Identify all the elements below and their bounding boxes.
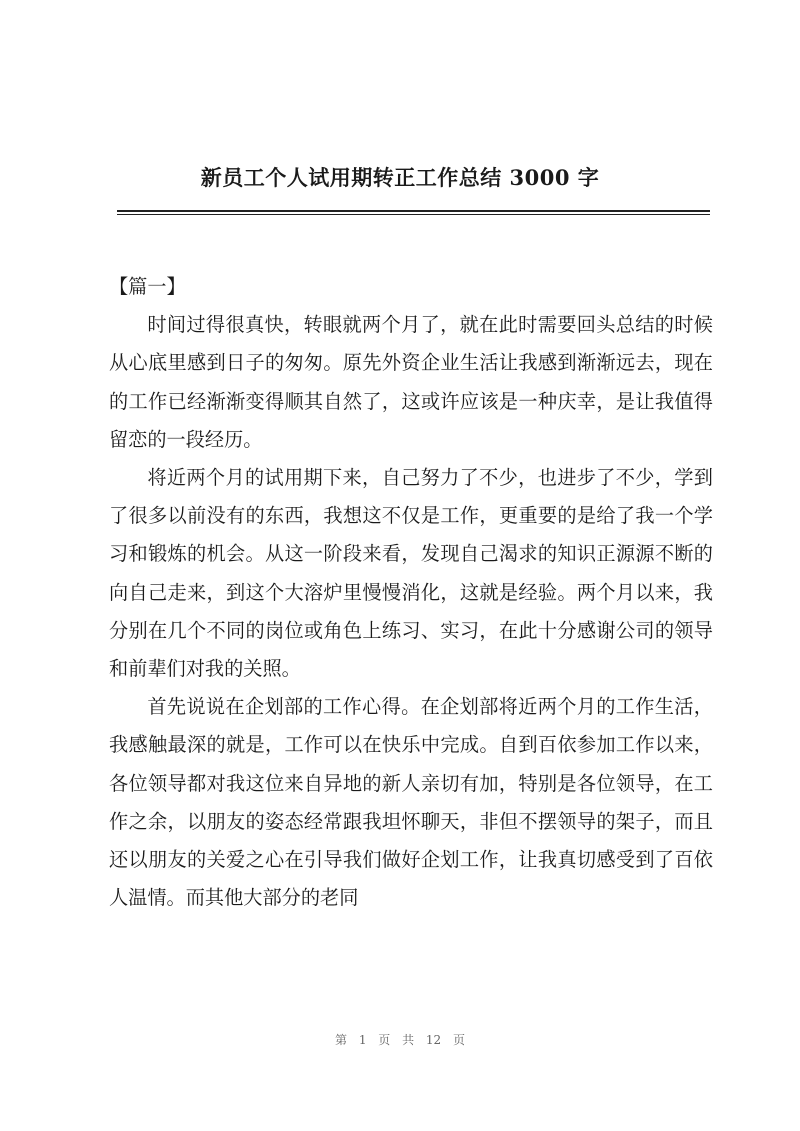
document-body bbox=[109, 268, 713, 917]
section-label: 【篇一】 bbox=[109, 275, 186, 298]
paragraph-3: 首先说说在企划部的工作心得。在企划部将近两个月的工作生活，我感触最深的就是，工作可以在快乐中完成。自到百依参加工作以来，各位领导都对我这位来自异地的新人亲切有加，特别是各位领导，在工作之余，以朋友的姿态经常跟我坦怀聊天，非但不摆领导的架子，而且还以朋友的关爱之心在引导我们做好企划工作，让我真切感受到了百依人温情。而其他大部分的老同 bbox=[109, 695, 713, 910]
paragraph-2: 将近两个月的试用期下来，自己努力了不少，也进步了不少，学到了很多以前没有的东西，我想这不仅是工作，更重要的是给了我一个学习和锻炼的机会。从这一阶段来看，发现自己渴求的知识正源源不断的向自己走来，到这个大溶炉里慢慢消化，这就是经验。两个月以来，我分别在几个不同的岗位或角色上练习、实习，在此十分感谢公司的领导和前辈们对我的关照。 bbox=[109, 466, 713, 681]
document-title: 新员工个人试用期转正工作总结 3000 字 bbox=[200, 165, 600, 190]
title-divider bbox=[117, 210, 710, 215]
page-footer: 第 1 页 共 12 页 bbox=[335, 1033, 465, 1047]
paragraph-1: 时间过得很真快，转眼就两个月了，就在此时需要回头总结的时候从心底里感到日子的匆匆。原先外资企业生活让我感到渐渐远去，现在的工作已经渐渐变得顺其自然了，这或许应该是一种庆幸，是让我值得留恋的一段经历。 bbox=[109, 313, 713, 451]
